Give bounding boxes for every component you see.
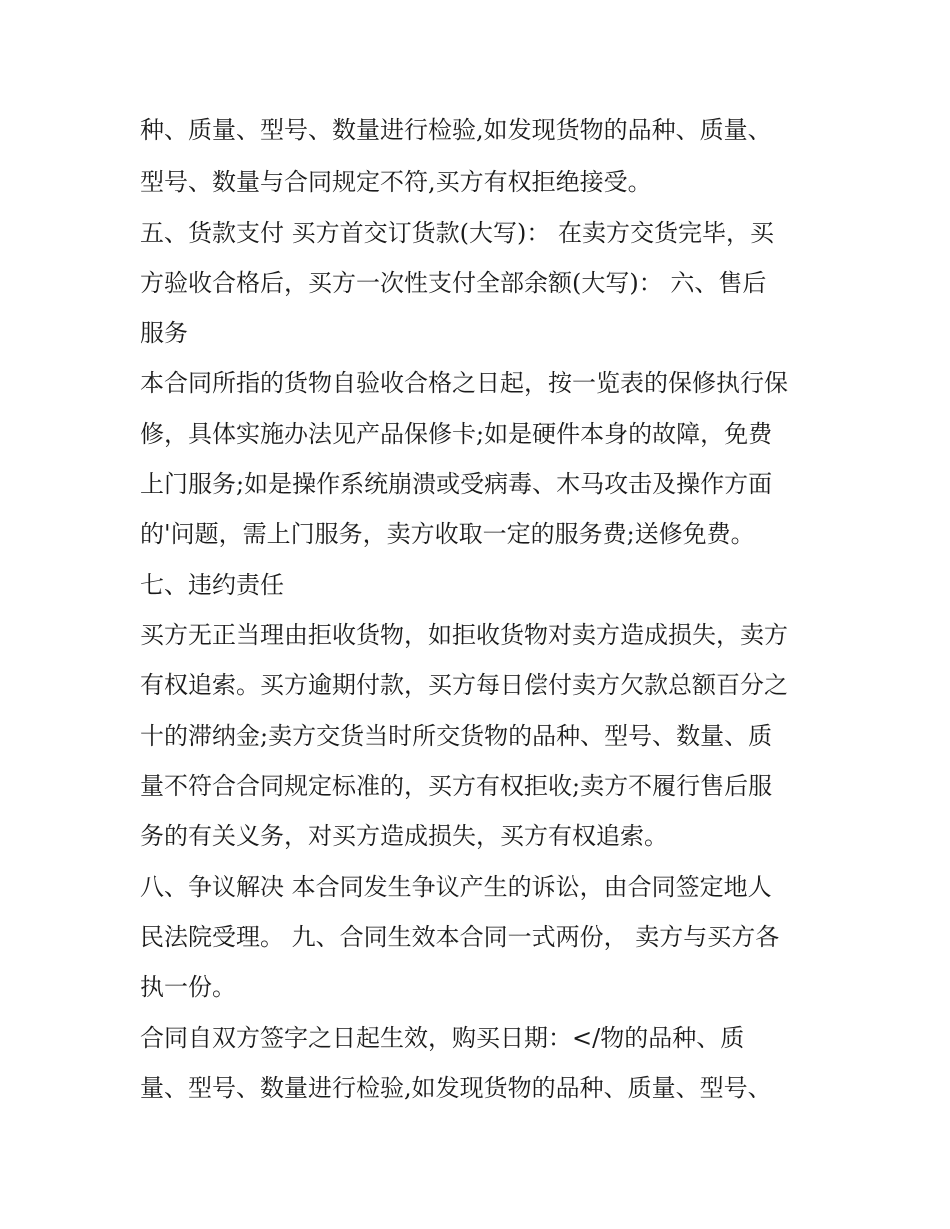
- text-line: 量、型号、数量进行检验,如发现货物的品种、质量、型号、: [140, 1074, 772, 1102]
- text-line: 修，具体实施办法见产品保修卡;如是硬件本身的故障，免费: [140, 420, 773, 448]
- text-line: 种、质量、型号、数量进行检验,如发现货物的品种、质量、: [140, 116, 772, 144]
- text-line: 服务: [140, 319, 188, 347]
- text-line: 民法院受理。 九、合同生效本合同一式两份， 卖方与买方各: [140, 923, 780, 951]
- text-line: 五、货款支付 买方首交订货款(大写)： 在卖方交货完毕，买: [140, 219, 774, 247]
- text-line: 务的有关义务，对买方造成损失，买方有权追索。: [140, 822, 668, 850]
- text-line: 型号、数量与合同规定不符,买方有权拒绝接受。: [140, 168, 652, 196]
- text-line: 八、争议解决 本合同发生争议产生的诉讼，由合同签定地人: [140, 873, 772, 901]
- text-line: 有权追索。买方逾期付款，买方每日偿付卖方欠款总额百分之: [140, 671, 788, 699]
- text-line: 本合同所指的货物自验收合格之日起，按一览表的保修执行保: [140, 369, 788, 397]
- section-heading: 七、违约责任: [140, 571, 284, 599]
- text-line: 量不符合合同规定标准的，买方有权拒收;卖方不履行售后服: [140, 772, 773, 800]
- text-line: 上门服务;如是操作系统崩溃或受病毒、木马攻击及操作方面: [140, 470, 773, 498]
- text-line: 十的滞纳金;卖方交货当时所交货物的品种、型号、数量、质: [140, 722, 773, 750]
- text-line: 方验收合格后，买方一次性支付全部余额(大写)： 六、售后: [140, 269, 767, 297]
- text-line: 执一份。: [140, 973, 236, 1001]
- text-line: 买方无正当理由拒收货物，如拒收货物对卖方造成损失，卖方: [140, 621, 788, 649]
- text-line: 的'问题，需上门服务，卖方收取一定的服务费;送修免费。: [140, 520, 755, 548]
- text-line: 合同自双方签字之日起生效，购买日期：</物的品种、质: [140, 1024, 745, 1052]
